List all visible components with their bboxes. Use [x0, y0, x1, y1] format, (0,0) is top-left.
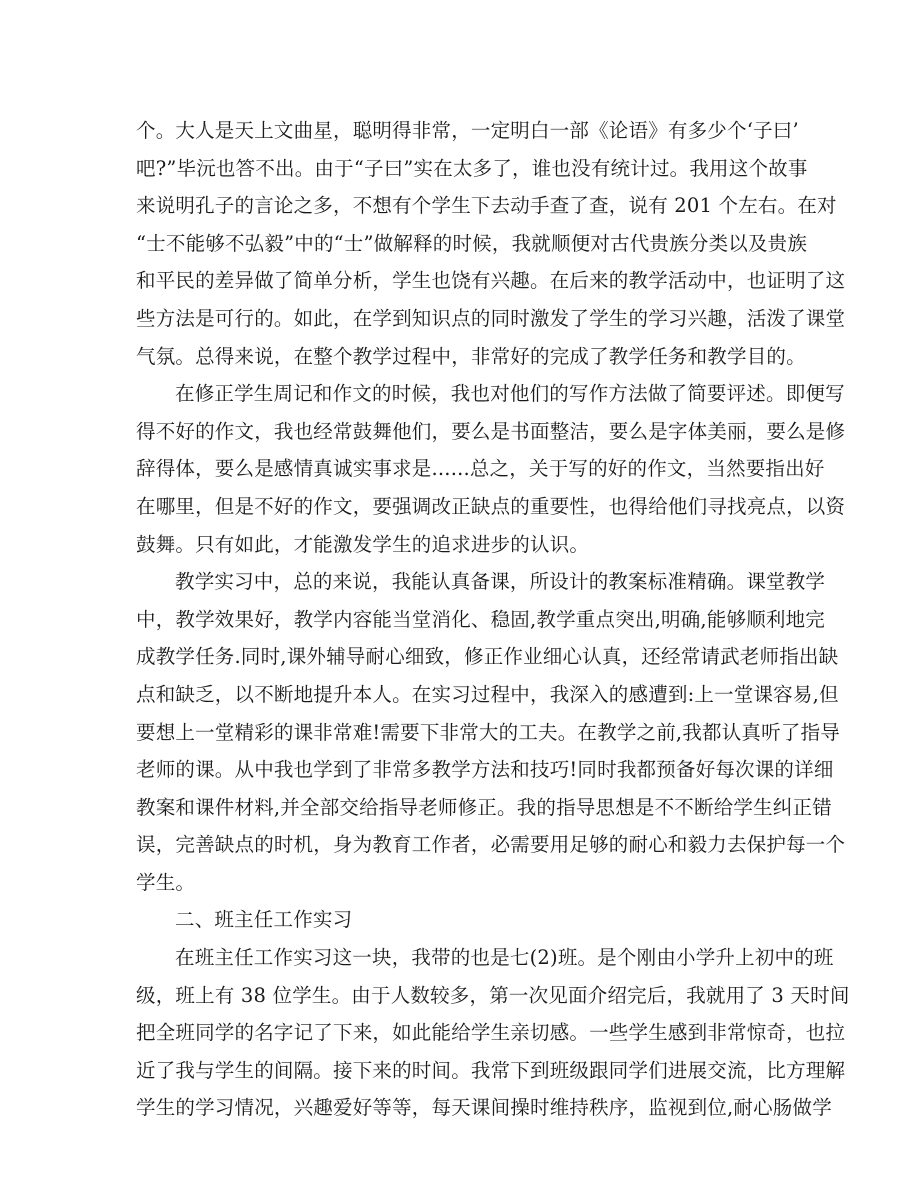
text-line: 些方法是可行的。如此，在学到知识点的同时激发了学生的学习兴趣，活泼了课堂	[136, 306, 846, 330]
text-line: 老师的课。从中我也学到了非常多教学方法和技巧!同时我都预备好每次课的详细	[136, 758, 834, 782]
text-line: 误，完善缺点的时机，身为教育工作者，必需要用足够的耐心和毅力去保护每一个	[136, 833, 846, 857]
text-line: 和平民的差异做了简单分析，学生也饶有兴趣。在后来的教学活动中，也证明了这	[136, 269, 846, 293]
text-line: 点和缺乏，以不断地提升本人。在实习过程中，我深入的感遭到:上一堂课容易,但	[136, 682, 839, 706]
text-line: 学生。	[136, 870, 196, 894]
paragraph-4	[136, 939, 850, 1127]
text-line: 鼓舞。只有如此，才能激发学生的追求进步的认识。	[136, 532, 590, 556]
text-line: 要想上一堂精彩的课非常难!需要下非常大的工夫。在教学之前,我都认真听了指导	[136, 720, 840, 744]
paragraph-2	[136, 375, 846, 563]
text-line: 在班主任工作实习这一块，我带的也是七(2)班。是个刚由小学升上初中的班	[175, 946, 834, 970]
text-line: 教学实习中，总的来说，我能认真备课，所设计的教案标准精确。课堂教学	[175, 570, 826, 594]
text-line: 吧?”毕沅也答不出。由于“子曰”实在太多了，谁也没有统计过。我用这个故事	[136, 156, 808, 180]
text-line: 在修正学生周记和作文的时候，我也对他们的写作方法做了简要评述。即便写	[175, 382, 845, 406]
text-line: 教案和课件材料,并全部交给指导老师修正。我的指导思想是不不断给学生纠正错	[136, 795, 832, 819]
text-line: 成教学任务.同时,课外辅导耐心细致，修正作业细心认真，还经常请武老师指出缺	[136, 645, 839, 669]
text-line: 气氛。总得来说，在整个教学过程中，非常好的完成了教学任务和教学目的。	[136, 344, 806, 368]
document-body	[136, 112, 850, 1127]
text-line: 中，教学效果好，教学内容能当堂消化、稳固,教学重点突出,明确,能够顺利地完	[136, 607, 825, 631]
text-line: 辞得体，要么是感情真诚实事求是......总之，关于写的好的作文，当然要指出好	[136, 457, 825, 481]
text-line: 来说明孔子的言论之多，不想有个学生下去动手查了查，说有 201 个左右。在对	[136, 194, 837, 218]
text-line: 得不好的作文，我也经常鼓舞他们，要么是书面整洁，要么是字体美丽，要么是修	[136, 419, 846, 443]
text-line: 把全班同学的名字记了下来，如此能给学生亲切感。一些学生感到非常惊奇，也拉	[136, 1021, 846, 1045]
text-line: 个。大人是天上文曲星，聪明得非常，一定明白一部《论语》有多少个‘子曰’	[136, 119, 799, 142]
text-line: 学生的学习情况，兴趣爱好等等，每天课间操时维持秩序，监视到位,耐心肠做学	[136, 1096, 832, 1120]
text-line: 近了我与学生的间隔。接下来的时间。我常下到班级跟同学们进展交流，比方理解	[136, 1058, 846, 1082]
paragraph-1	[136, 112, 846, 375]
text-line: 在哪里，但是不好的作文，要强调改正缺点的重要性，也得给他们寻找亮点，以资	[136, 494, 846, 518]
text-line: 级，班上有 38 位学生。由于人数较多，第一次见面介绍完后，我就用了 3 天时间	[136, 983, 850, 1007]
section-heading: 二、班主任工作实习	[175, 908, 353, 932]
paragraph-3	[136, 563, 846, 901]
text-line: “士不能够不弘毅”中的“士”做解释的时候，我就顺便对古代贵族分类以及贵族	[136, 231, 808, 255]
